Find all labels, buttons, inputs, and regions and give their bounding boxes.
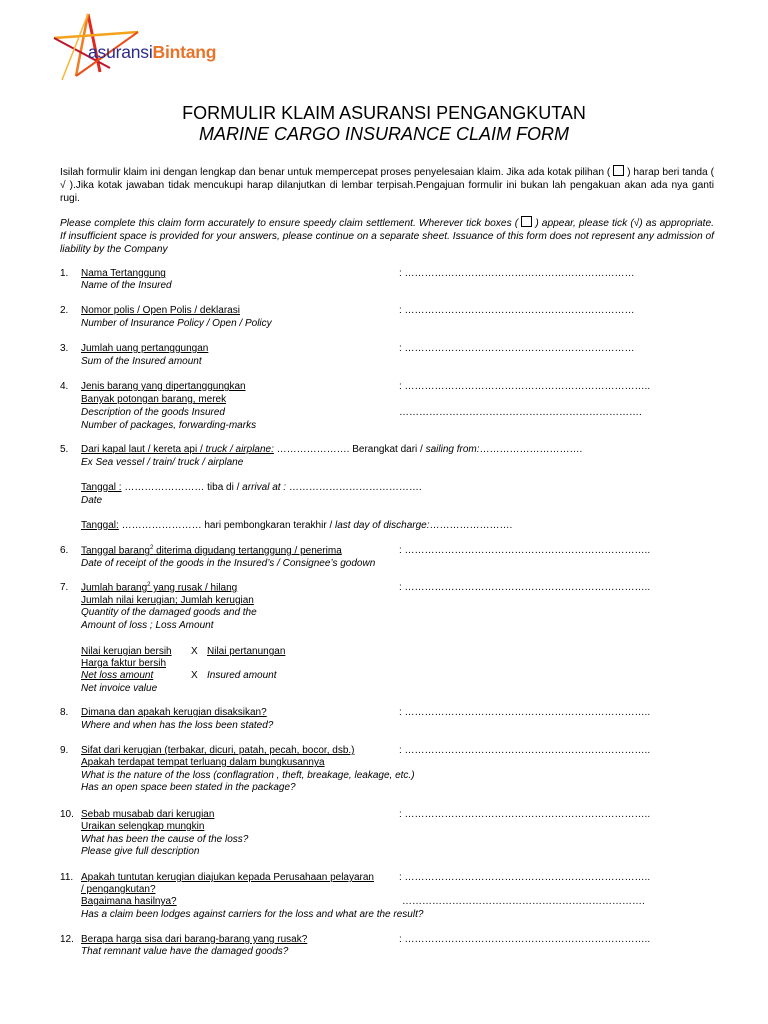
vessel-line (81, 444, 582, 455)
field-goods-type[interactable]: : ……………………………………………………………….. (399, 381, 651, 392)
label-remnant-value: Berapa harga sisa dari barang-barang yang rusak? (81, 934, 308, 945)
label-full-description: Uraikan selengkap mungkin (81, 821, 205, 832)
label-vessel-b: truck / airplane: (202, 444, 274, 455)
label-damaged-qty-a: Jumlah barang (81, 582, 148, 594)
field-policy-number[interactable]: : …………………………………………………………… (399, 305, 635, 316)
intro-id-text-a: Isilah formulir klaim ini dengan lengkap dan benar untuk mempercepat proses penyelesaian klaim. Jika ada kotak pilihan ( (60, 167, 611, 178)
label-sailing-from: sailing from: (422, 444, 480, 455)
formula-multiply-2: X (191, 670, 198, 681)
label-policy-number-en: Number of Insurance Policy / Open / Policy (81, 318, 272, 329)
label-loss-witnessed-en: Where and when has the loss been stated? (81, 720, 274, 731)
label-loss-amount-en: Amount of loss ; Loss Amount (81, 620, 214, 631)
item-number: 1. (60, 268, 69, 279)
intro-en-text-b: ) appear, please tick (√) as appropriate. If insufficient space is provided for your answers, please continue on a separate sheet. Issuance of this form does not represent any admission of liability by the Company (60, 218, 714, 255)
label-loss-cause: Sebab musabab dari kerugian (81, 809, 215, 820)
label-carrier-claim: Apakah tuntutan kerugian diajukan kepada Perusahaan pelayaran (81, 872, 374, 883)
label-sum-insured: Jumlah uang pertanggungan (81, 343, 209, 354)
label-open-space-en: Has an open space been stated in the package? (81, 782, 296, 793)
label-sum-insured-en: Sum of the Insured amount (81, 356, 202, 367)
item-number: 7. (60, 582, 69, 593)
label-receipt-date (81, 545, 342, 556)
item-number: 12. (60, 934, 74, 945)
checkbox-sample-icon (613, 165, 624, 176)
discharge-line (81, 520, 512, 531)
form-title-id: FORMULIR KLAIM ASURANSI PENGANGKUTAN (182, 103, 586, 123)
item-number: 10. (60, 809, 74, 820)
field-carrier-claim[interactable]: : ……………………………………………………………….. (399, 872, 651, 883)
field-sum-insured[interactable]: : …………………………………………………………… (399, 343, 635, 354)
label-carrier: / pengangkutan? (81, 884, 156, 895)
item-number: 11. (60, 872, 74, 883)
label-last-discharge: last day of discharge: (332, 520, 430, 531)
label-damaged-qty-b: yang rusak / hilang (150, 582, 238, 594)
field-claim-result[interactable]: ………………………………………………………………. (402, 896, 645, 907)
label-receipt-date-en: Date of receipt of the goods in the Insured’s / Consignee’s godown (81, 558, 376, 569)
formula-net-loss-en: Net loss amount (81, 670, 154, 681)
label-remnant-value-en: That remnant value have the damaged goods? (81, 946, 289, 957)
field-date-arrival[interactable]: …………………… tiba di / (121, 482, 240, 493)
label-loss-nature: Sifat dari kerugian (terbakar, dicuri, patah, pecah, bocor, dsb.) (81, 745, 355, 756)
item-number: 3. (60, 343, 69, 354)
label-loss-nature-en: What is the nature of the loss (conflagration , theft, breakage, leakage, etc.) (81, 770, 415, 781)
arrival-line (81, 482, 422, 493)
label-damaged-qty-sup: 2 (147, 582, 151, 588)
label-date: Tanggal : (81, 482, 122, 493)
label-damaged-qty-en: Quantity of the damaged goods and the (81, 607, 257, 618)
intro-english (60, 216, 714, 256)
checkbox-sample-icon (521, 216, 532, 227)
label-insured-name-en: Name of the Insured (81, 280, 172, 291)
item-number: 8. (60, 707, 69, 718)
intro-id-text-b: ) harap beri tanda ( √ ).Jika kotak jawaban tidak mencukupi harap dilanjutkan di lembar terpisah.Pengajuan formulir ini bukan lah pengakuan akan ada nya ganti rugi. (60, 167, 714, 204)
formula-invoice: Harga faktur bersih (81, 658, 167, 669)
item-number: 2. (60, 305, 69, 316)
field-arrival-at[interactable]: …………………………………. (286, 482, 422, 493)
formula-multiply: X (191, 646, 198, 657)
label-loss-witnessed: Dimana dan apakah kerugian disaksikan? (81, 707, 267, 718)
label-loss-cause-en: What has been the cause of the loss? (81, 834, 249, 845)
label-receipt-date-b: diterima digudang tertanggung / penerima (153, 545, 342, 557)
formula-insured-value: Nilai pertanungan (207, 646, 286, 657)
label-vessel-a: Dari kapal laut / kereta api / (81, 444, 203, 455)
field-packages[interactable]: ………………………………………………………………. (399, 407, 642, 418)
label-receipt-date-a: Tanggal barang (81, 545, 150, 557)
field-last-discharge[interactable]: ……………………. (429, 520, 513, 531)
label-packages-en: Number of packages, forwarding-marks (81, 420, 257, 431)
field-damaged-qty[interactable]: : ……………………………………………………………….. (399, 582, 651, 593)
field-loss-witnessed[interactable]: : ……………………………………………………………….. (399, 707, 651, 718)
logo-wordmark (88, 42, 216, 63)
logo-wordmark-part2: Bintang (152, 42, 217, 62)
form-title-en: MARINE CARGO INSURANCE CLAIM FORM (198, 124, 570, 144)
label-arrival-at: arrival at : (239, 482, 287, 493)
item-number: 4. (60, 381, 69, 392)
label-goods-type: Jenis barang yang dipertanggungkan (81, 381, 246, 392)
label-loss-amount: Jumlah nilai kerugian; Jumlah kerugian (81, 595, 254, 606)
field-loss-nature[interactable]: : ……………………………………………………………….. (399, 745, 651, 756)
label-date-en: Date (81, 495, 103, 506)
label-vessel-en: Ex Sea vessel / train/ truck / airplane (81, 457, 244, 468)
label-open-space: Apakah terdapat tempat terluang dalam bungkusannya (81, 757, 325, 768)
item-number: 9. (60, 745, 69, 756)
logo-wordmark-part1: asuransi (88, 42, 153, 62)
field-insured-name[interactable]: : …………………………………………………………… (399, 268, 635, 279)
label-policy-number: Nomor polis / Open Polis / deklarasi (81, 305, 240, 316)
field-loss-cause[interactable]: : ……………………………………………………………….. (399, 809, 651, 820)
label-full-description-en: Please give full description (81, 846, 200, 857)
field-sailing-from[interactable]: …………………………. (479, 444, 583, 455)
label-claim-result: Bagaimana hasilnya? (81, 896, 177, 907)
item-number: 5. (60, 444, 69, 455)
formula-net-loss: Nilai kerugian bersih (81, 646, 172, 657)
label-receipt-date-sup: 2 (149, 545, 154, 551)
formula-invoice-en: Net invoice value (81, 683, 158, 694)
field-vessel-name[interactable]: …………………. Berangkat dari / (273, 444, 423, 455)
item-number: 6. (60, 545, 69, 556)
label-date-2: Tanggal: (81, 520, 119, 531)
label-insured-name: Nama Tertanggung (81, 268, 166, 279)
label-carrier-claim-en: Has a claim been lodges against carriers for the loss and what are the result? (81, 909, 424, 920)
intro-en-text-a: Please complete this claim form accurately to ensure speedy claim settlement. Wherever tick boxes ( (60, 218, 519, 229)
label-damaged-qty (81, 582, 237, 593)
formula-insured-amount-en: Insured amount (207, 670, 277, 681)
label-goods-type-en: Description of the goods Insured (81, 407, 225, 418)
field-receipt-date[interactable]: : ……………………………………………………………….. (399, 545, 651, 556)
field-date-discharge[interactable]: …………………… hari pembongkaran terakhir / (118, 520, 333, 531)
label-packages: Banyak potongan barang, merek (81, 394, 227, 405)
intro-indonesian (60, 165, 714, 205)
field-remnant-value[interactable]: : ……………………………………………………………….. (399, 934, 651, 945)
label-vessel (81, 444, 274, 455)
